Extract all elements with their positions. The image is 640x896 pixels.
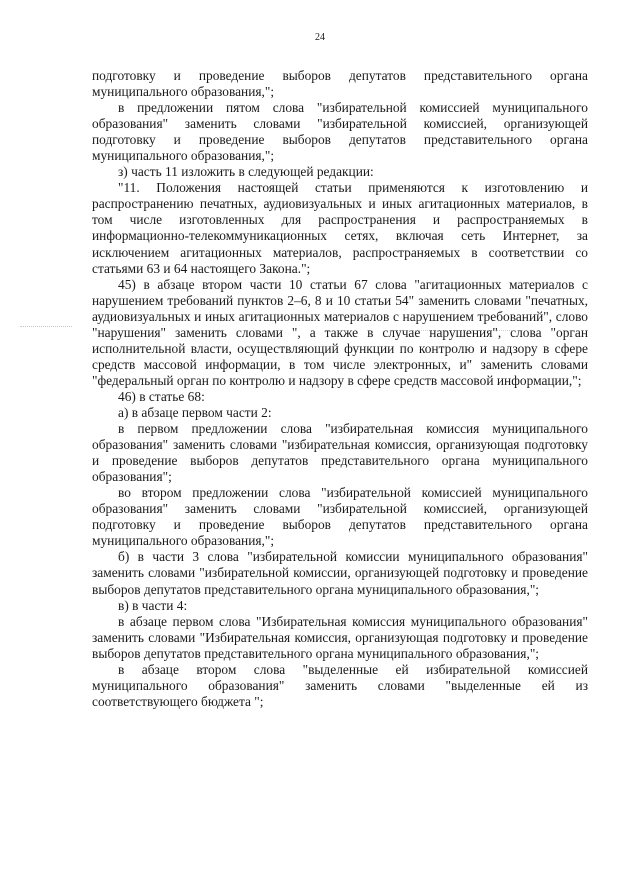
document-body — [92, 68, 588, 710]
paragraph: б) в части 3 слова "избирательной комиссии муниципального образования" заменить словами "избирательной комиссии, организующей подготовку и проведение выборов депутатов представительного органа муниципального образования,"; — [92, 549, 588, 597]
paragraph: во втором предложении слова "избирательной комиссией муниципального образования" заменить словами "избирательной комиссией, организующей подготовку и проведение выборов депутатов представительного органа муниципального образования,"; — [92, 485, 588, 549]
paragraph: а) в абзаце первом части 2: — [118, 404, 272, 420]
paragraph: "11. Положения настоящей статьи применяются к изготовлению и распространению печатных, аудиовизуальных и иных агитационных материалов, в том числе изготовленных для распространения и распространяемых в информационно-телекоммуникационных сетях, включая сеть Интернет, за исключением агитационных материалов, распространяемых в соответствии со статьями 63 и 64 настоящего Закона."; — [92, 180, 588, 276]
paragraph: в предложении пятом слова "избирательной комиссией муниципального образования" заменить словами "избирательной комиссией, организующей подготовку и проведение выборов депутатов представительного органа муниципального образования,"; — [92, 100, 588, 164]
paragraph: подготовку и проведение выборов депутатов представительного органа муниципального образования,"; — [92, 68, 588, 100]
paragraph: в абзаце первом слова "Избирательная комиссия муниципального образования" заменить словами "Избирательная комиссия, организующая подготовку и проведение выборов депутатов представительного органа муниципального образования,"; — [92, 613, 588, 661]
paragraph: 45) в абзаце втором части 10 статьи 67 слова "агитационных материалов с нарушением требований пунктов 2–6, 8 и 10 статьи 54" заменить словами "печатных, аудиовизуальных и иных агитационных материалов с нарушением требований", слово "нарушения" заменить словами ", а также в случае нарушения", слова "орган исполнительной власти, осуществляющий функции по контролю и надзору в сфере средств массовой информации, в том числе электронных, и" заменить словами "федеральный орган по контролю и надзору в сфере средств массовой информации,"; — [92, 276, 588, 388]
paragraph: 46) в статье 68: — [118, 388, 205, 404]
paragraph: в) в части 4: — [118, 597, 188, 613]
paragraph: в первом предложении слова "избирательная комиссия муниципального образования" заменить словами "избирательная комиссия, организующая подготовку и проведение выборов депутатов представительного органа муниципального образования"; — [92, 421, 588, 485]
page-number: 24 — [315, 32, 325, 43]
scan-artifact — [20, 326, 72, 327]
paragraph: з) часть 11 изложить в следующей редакции: — [118, 164, 374, 180]
paragraph: в абзаце втором слова "выделенные ей избирательной комиссией муниципального образования" заменить словами "выделенные ей из соответствующего бюджета "; — [92, 661, 588, 709]
